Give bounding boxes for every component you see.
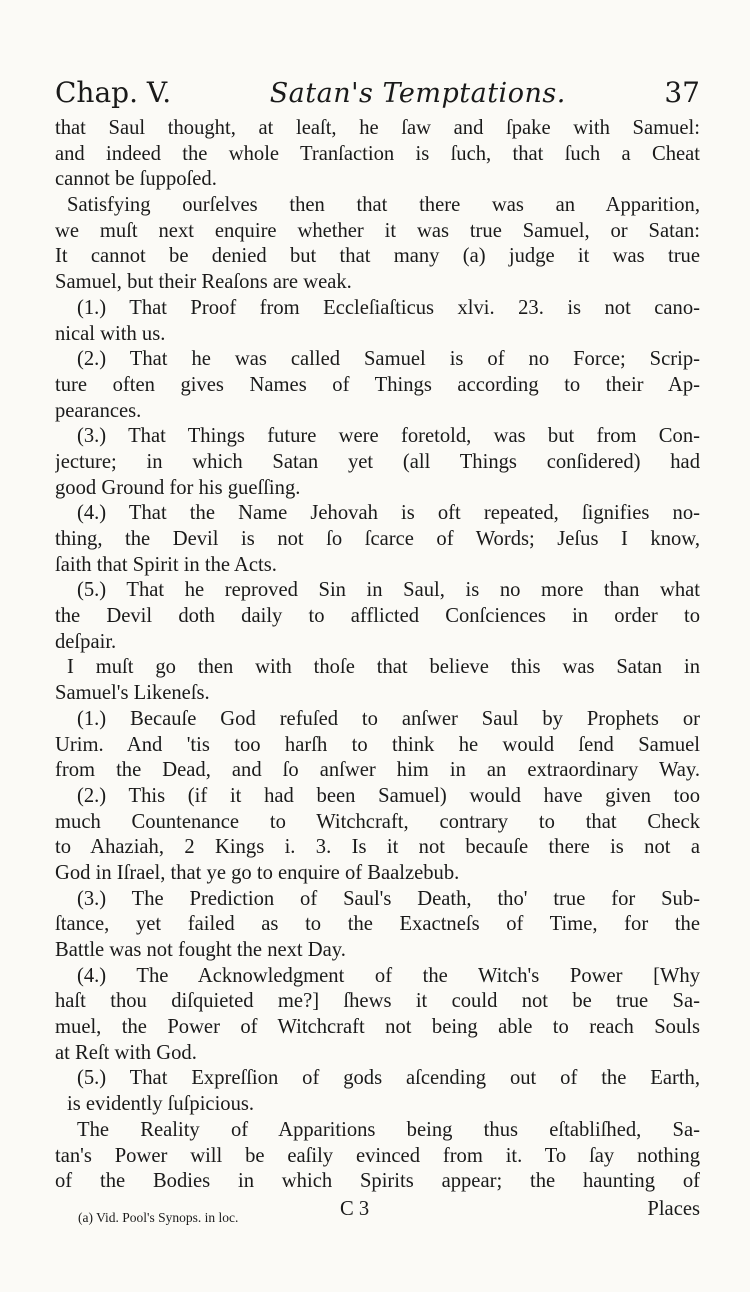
chapter-label: Chap. V. xyxy=(55,76,172,109)
text-line: Satisfying ourſelves then that there was an Apparition, xyxy=(67,194,700,217)
text-line: ſaith that Spirit in the Acts. xyxy=(55,553,277,576)
text-line: pearances. xyxy=(55,399,142,422)
text-line: ſtance, yet failed as to the Exactneſs of Time, for the xyxy=(55,913,700,936)
text-line: of the Bodies in which Spirits appear; the haunting of xyxy=(55,1170,700,1193)
text-line: to Ahaziah, 2 Kings i. 3. Is it not becauſe there is not a xyxy=(55,836,700,859)
text-line: (3.) That Things future were foretold, was but from Con- xyxy=(77,425,700,448)
text-line: Samuel, but their Reaſons are weak. xyxy=(55,271,352,294)
text-line: (1.) That Proof from Eccleſiaſticus xlvi. 23. is not cano- xyxy=(77,296,700,319)
text-line: (4.) That the Name Jehovah is oft repeated, ſignifies no- xyxy=(77,502,700,525)
signature-mark: C 3 xyxy=(340,1197,370,1220)
text-line: I muſt go then with thoſe that believe this was Satan in xyxy=(67,656,700,679)
text-line: jecture; in which Satan yet (all Things conſidered) had xyxy=(55,450,700,473)
body-text xyxy=(55,116,700,1195)
page-number: 37 xyxy=(664,76,700,109)
text-line: ture often gives Names of Things according to their Ap- xyxy=(55,373,700,396)
text-line: (1.) Becauſe God refuſed to anſwer Saul by Prophets or xyxy=(77,707,700,730)
text-line: (3.) The Prediction of Saul's Death, tho' true for Sub- xyxy=(77,887,700,910)
text-line: the Devil doth daily to afflicted Conſciences in order to xyxy=(55,605,700,628)
footnote: (a) Vid. Pool's Synops. in loc. xyxy=(78,1210,239,1225)
text-line: and indeed the whole Tranſaction is ſuch, that ſuch a Cheat xyxy=(55,142,700,165)
text-line: we muſt next enquire whether it was true Samuel, or Satan: xyxy=(55,219,700,242)
text-line: cannot be ſuppoſed. xyxy=(55,168,217,191)
text-line: nical with us. xyxy=(55,322,166,345)
text-line: deſpair. xyxy=(55,630,117,653)
text-line: The Reality of Apparitions being thus eſtabliſhed, Sa- xyxy=(77,1118,700,1141)
text-line: from the Dead, and ſo anſwer him in an extraordinary Way. xyxy=(55,759,700,782)
text-line: is evidently ſuſpicious. xyxy=(67,1093,255,1116)
text-line: good Ground for his gueſſing. xyxy=(55,476,301,499)
text-line: (4.) The Acknowledgment of the Witch's Power [Why xyxy=(77,964,700,987)
text-line: (5.) That Expreſſion of gods aſcending out of the Earth, xyxy=(77,1067,700,1090)
text-line: muel, the Power of Witchcraft not being able to reach Souls xyxy=(55,1016,700,1039)
book-page xyxy=(55,76,700,1223)
text-line: It cannot be denied but that many (a) judge it was true xyxy=(55,245,700,268)
text-line: haſt thou diſquieted me?] ſhews it could not be true Sa- xyxy=(55,990,700,1013)
text-line: Urim. And 'tis too harſh to think he would ſend Samuel xyxy=(55,733,700,756)
text-line: tan's Power will be eaſily evinced from it. To ſay nothing xyxy=(55,1144,700,1167)
text-line: thing, the Devil is not ſo ſcarce of Words; Jeſus I know, xyxy=(55,528,700,550)
text-line: (2.) That he was called Samuel is of no Force; Scrip- xyxy=(77,348,700,371)
running-header xyxy=(55,76,700,116)
text-line: (5.) That he reproved Sin in Saul, is no more than what xyxy=(77,579,700,602)
text-line: much Countenance to Witchcraft, contrary to that Check xyxy=(55,810,700,833)
text-line: Battle was not fought the next Day. xyxy=(55,939,346,961)
text-line: that Saul thought, at leaſt, he ſaw and ſpake with Samuel: xyxy=(55,117,700,139)
text-line: at Reſt with God. xyxy=(55,1041,197,1064)
text-line: God in Iſrael, that ye go to enquire of Baalzebub. xyxy=(55,861,460,884)
running-title: Satan's Temptations. xyxy=(269,78,566,109)
catchword: Places xyxy=(647,1197,700,1220)
text-line: Samuel's Likeneſs. xyxy=(55,682,210,705)
text-line: (2.) This (if it had been Samuel) would have given too xyxy=(77,784,700,807)
